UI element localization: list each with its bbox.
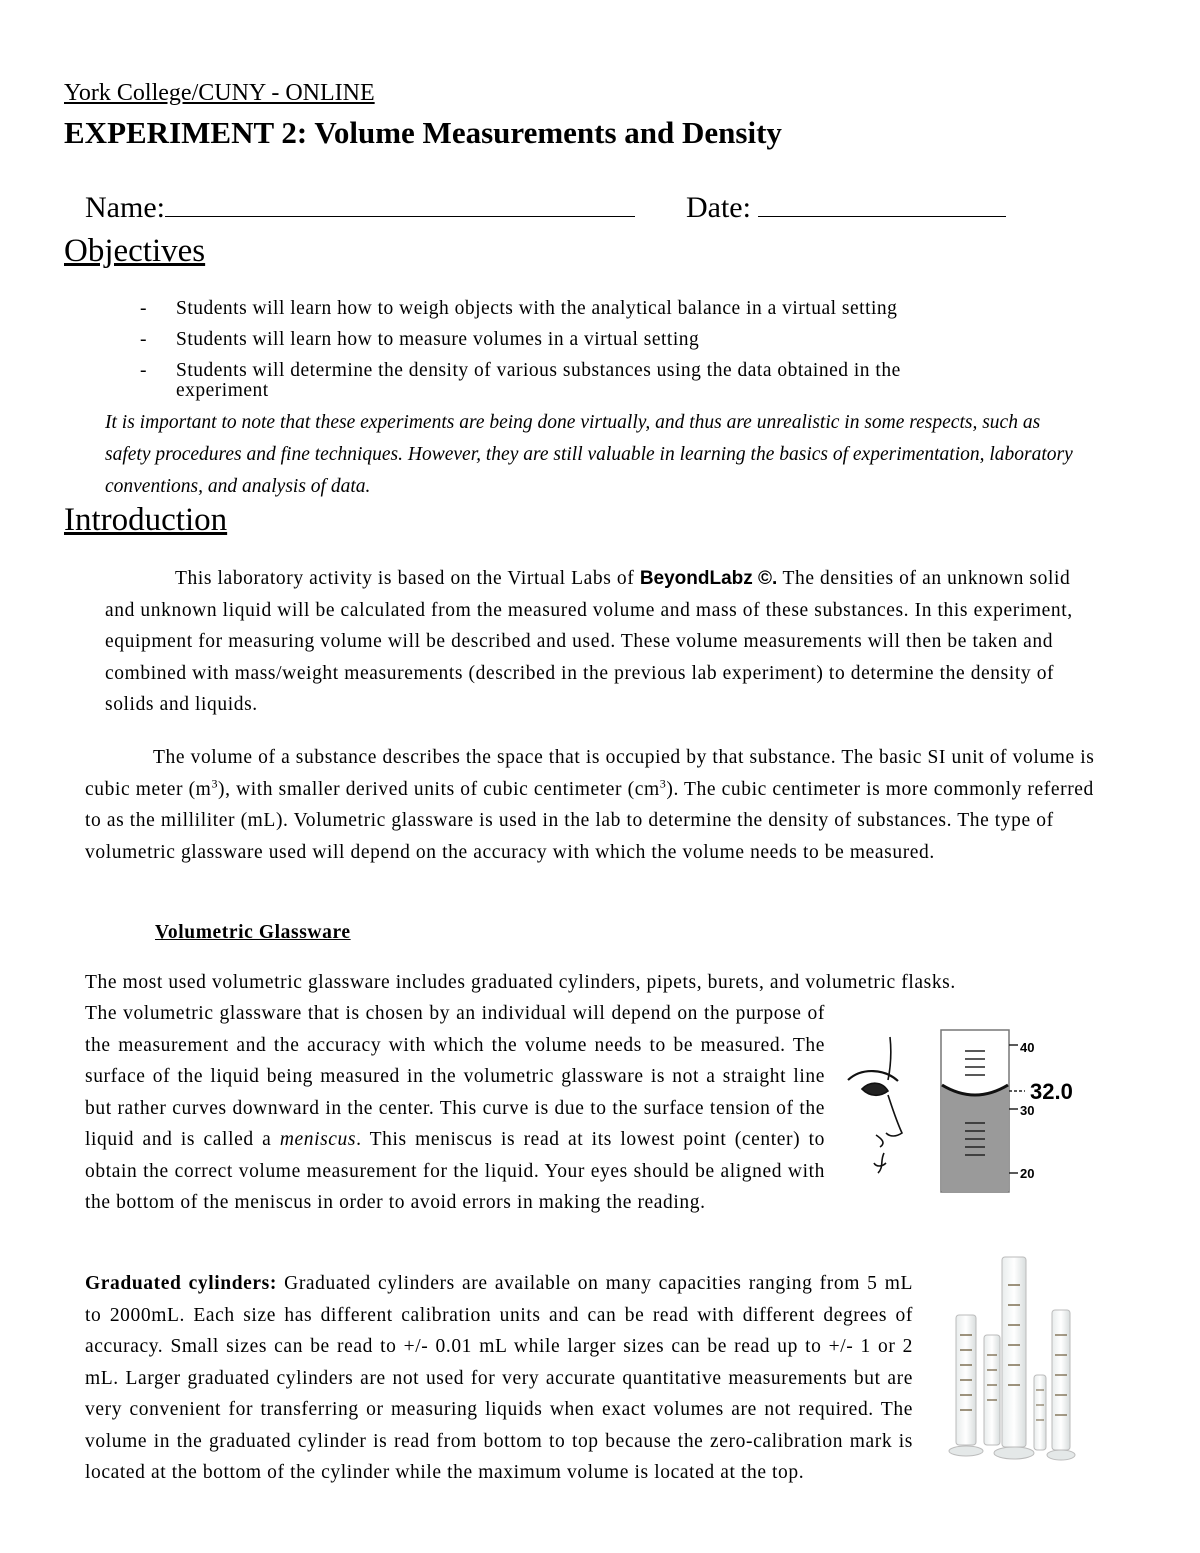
intro-p1-rest: The densities of an unknown solid and unknown liquid will be calculated from the measured volume and mass of these substances. In this experiment, equipment for measuring volume will be described and used. These volume measurements will then be taken and combined with mass/weight measurements (described in the previous lab experiment) to determine the density of solids and liquids. bbox=[105, 568, 1073, 715]
institution-header: York College/CUNY - ONLINE bbox=[64, 80, 375, 106]
virtual-lab-note: It is important to note that these experiments are being done virtually, and thus are unrealistic in some respects, such as safety procedures and fine techniques. However, they are still valuable in learning the basics of experimentation, laboratory conventions, and analysis of data. bbox=[105, 412, 1073, 497]
objective-item bbox=[140, 293, 1040, 324]
introduction-heading: Introduction bbox=[64, 502, 228, 538]
graduated-cylinders-paragraph bbox=[85, 1268, 913, 1489]
tick-label: 30 bbox=[1020, 1103, 1035, 1118]
glassware-intro-line: The most used volumetric glassware includes graduated cylinders, pipets, burets, and volumetric flasks. bbox=[85, 972, 956, 993]
intro-paragraph-2 bbox=[85, 742, 1105, 868]
intro-paragraph-1 bbox=[105, 563, 1095, 721]
experiment-title: EXPERIMENT 2: Volume Measurements and Density bbox=[64, 115, 782, 150]
tick-label: 40 bbox=[1020, 1040, 1035, 1055]
superscript-3: 3 bbox=[659, 776, 667, 790]
meniscus-text-a: The volumetric glassware that is chosen by an individual will depend on the purpose of the measurement and the accuracy with which the volume needs to be measured. The surface of the liquid being measured in the volumetric glassware is not a straight line but rather curves downward in the center. This curve is due to the surface tension of the liquid and is called a bbox=[85, 1003, 825, 1150]
name-label: Name: bbox=[85, 191, 165, 224]
meniscus-reading-figure bbox=[840, 1025, 1100, 1195]
cylinder-icon bbox=[1034, 1375, 1046, 1450]
objectives-list bbox=[140, 293, 1040, 402]
name-date-line bbox=[85, 190, 1006, 225]
tick-label: 20 bbox=[1020, 1166, 1035, 1181]
objective-item bbox=[140, 355, 1040, 402]
volumetric-glassware-heading: Volumetric Glassware bbox=[155, 922, 351, 943]
objective-item bbox=[140, 324, 1040, 355]
objective-text: Students will learn how to weigh objects with the analytical balance in a virtual setting bbox=[176, 298, 898, 319]
cylinder-icon bbox=[949, 1315, 983, 1456]
intro-p2-a: The volume of a substance describes the space that is occupied by that substance. The basic SI unit of volume is cubic meter (m bbox=[85, 747, 1095, 800]
intro-p2-b: ), with smaller derived units of cubic centimeter (cm bbox=[218, 778, 660, 800]
cylinder-icon bbox=[984, 1335, 1000, 1445]
graduated-cylinders-photo bbox=[940, 1255, 1080, 1465]
meniscus-term: meniscus bbox=[279, 1129, 357, 1150]
name-blank[interactable] bbox=[165, 190, 635, 217]
meniscus-paragraph bbox=[85, 998, 825, 1219]
date-label: Date: bbox=[685, 191, 751, 224]
objective-text: Students will learn how to measure volumes in a virtual setting bbox=[176, 329, 700, 350]
cylinder-icon bbox=[1047, 1310, 1075, 1460]
objective-text: Students will determine the density of various substances using the data obtained in the bbox=[176, 360, 901, 381]
objectives-heading: Objectives bbox=[64, 233, 206, 269]
meniscus-text-b: . This meniscus is read at its lowest point (center) to obtain the correct volume measurement for the liquid. Your eyes should be aligned with the bottom of the meniscus in order to avoid errors in making the reading. bbox=[85, 1129, 825, 1213]
superscript-3: 3 bbox=[211, 776, 219, 790]
graduated-cylinders-label: Graduated cylinders: bbox=[85, 1273, 277, 1294]
graduated-cylinders-text: Graduated cylinders are available on many capacities ranging from 5 mL to 2000mL. Each size has different calibration units and can be read with different degrees of accuracy. Small sizes can be read to +/- 0.01 mL while larger sizes can be read up to +/- 1 or 2 mL. Larger graduated cylinders are not used for very accurate quantitative measurements but are very convenient for transferring or measuring liquids when exact volumes are not required. The volume in the graduated cylinder is read from bottom to top because the zero-calibration mark is located at the bottom of the cylinder while the maximum volume is located at the top. bbox=[85, 1273, 913, 1483]
meniscus-reading-value: 32.0 bbox=[1030, 1079, 1073, 1104]
eye-profile-icon bbox=[848, 1037, 902, 1173]
liquid-fill bbox=[942, 1097, 1008, 1191]
beyondlabz-brand: BeyondLabz ©. bbox=[639, 568, 778, 589]
objective-text-continued: experiment bbox=[176, 380, 269, 401]
intro-p2-c: ). The cubic centimeter is more commonly referred to as the milliliter (mL). Volumetric glassware is used in the lab to determine the density of substances. The type of volumetric glassware used will depend on the accuracy with which the volume needs to be measured. bbox=[85, 778, 1094, 863]
date-blank[interactable] bbox=[758, 190, 1006, 217]
intro-p1-start: This laboratory activity is based on the Virtual Labs of bbox=[175, 568, 640, 589]
